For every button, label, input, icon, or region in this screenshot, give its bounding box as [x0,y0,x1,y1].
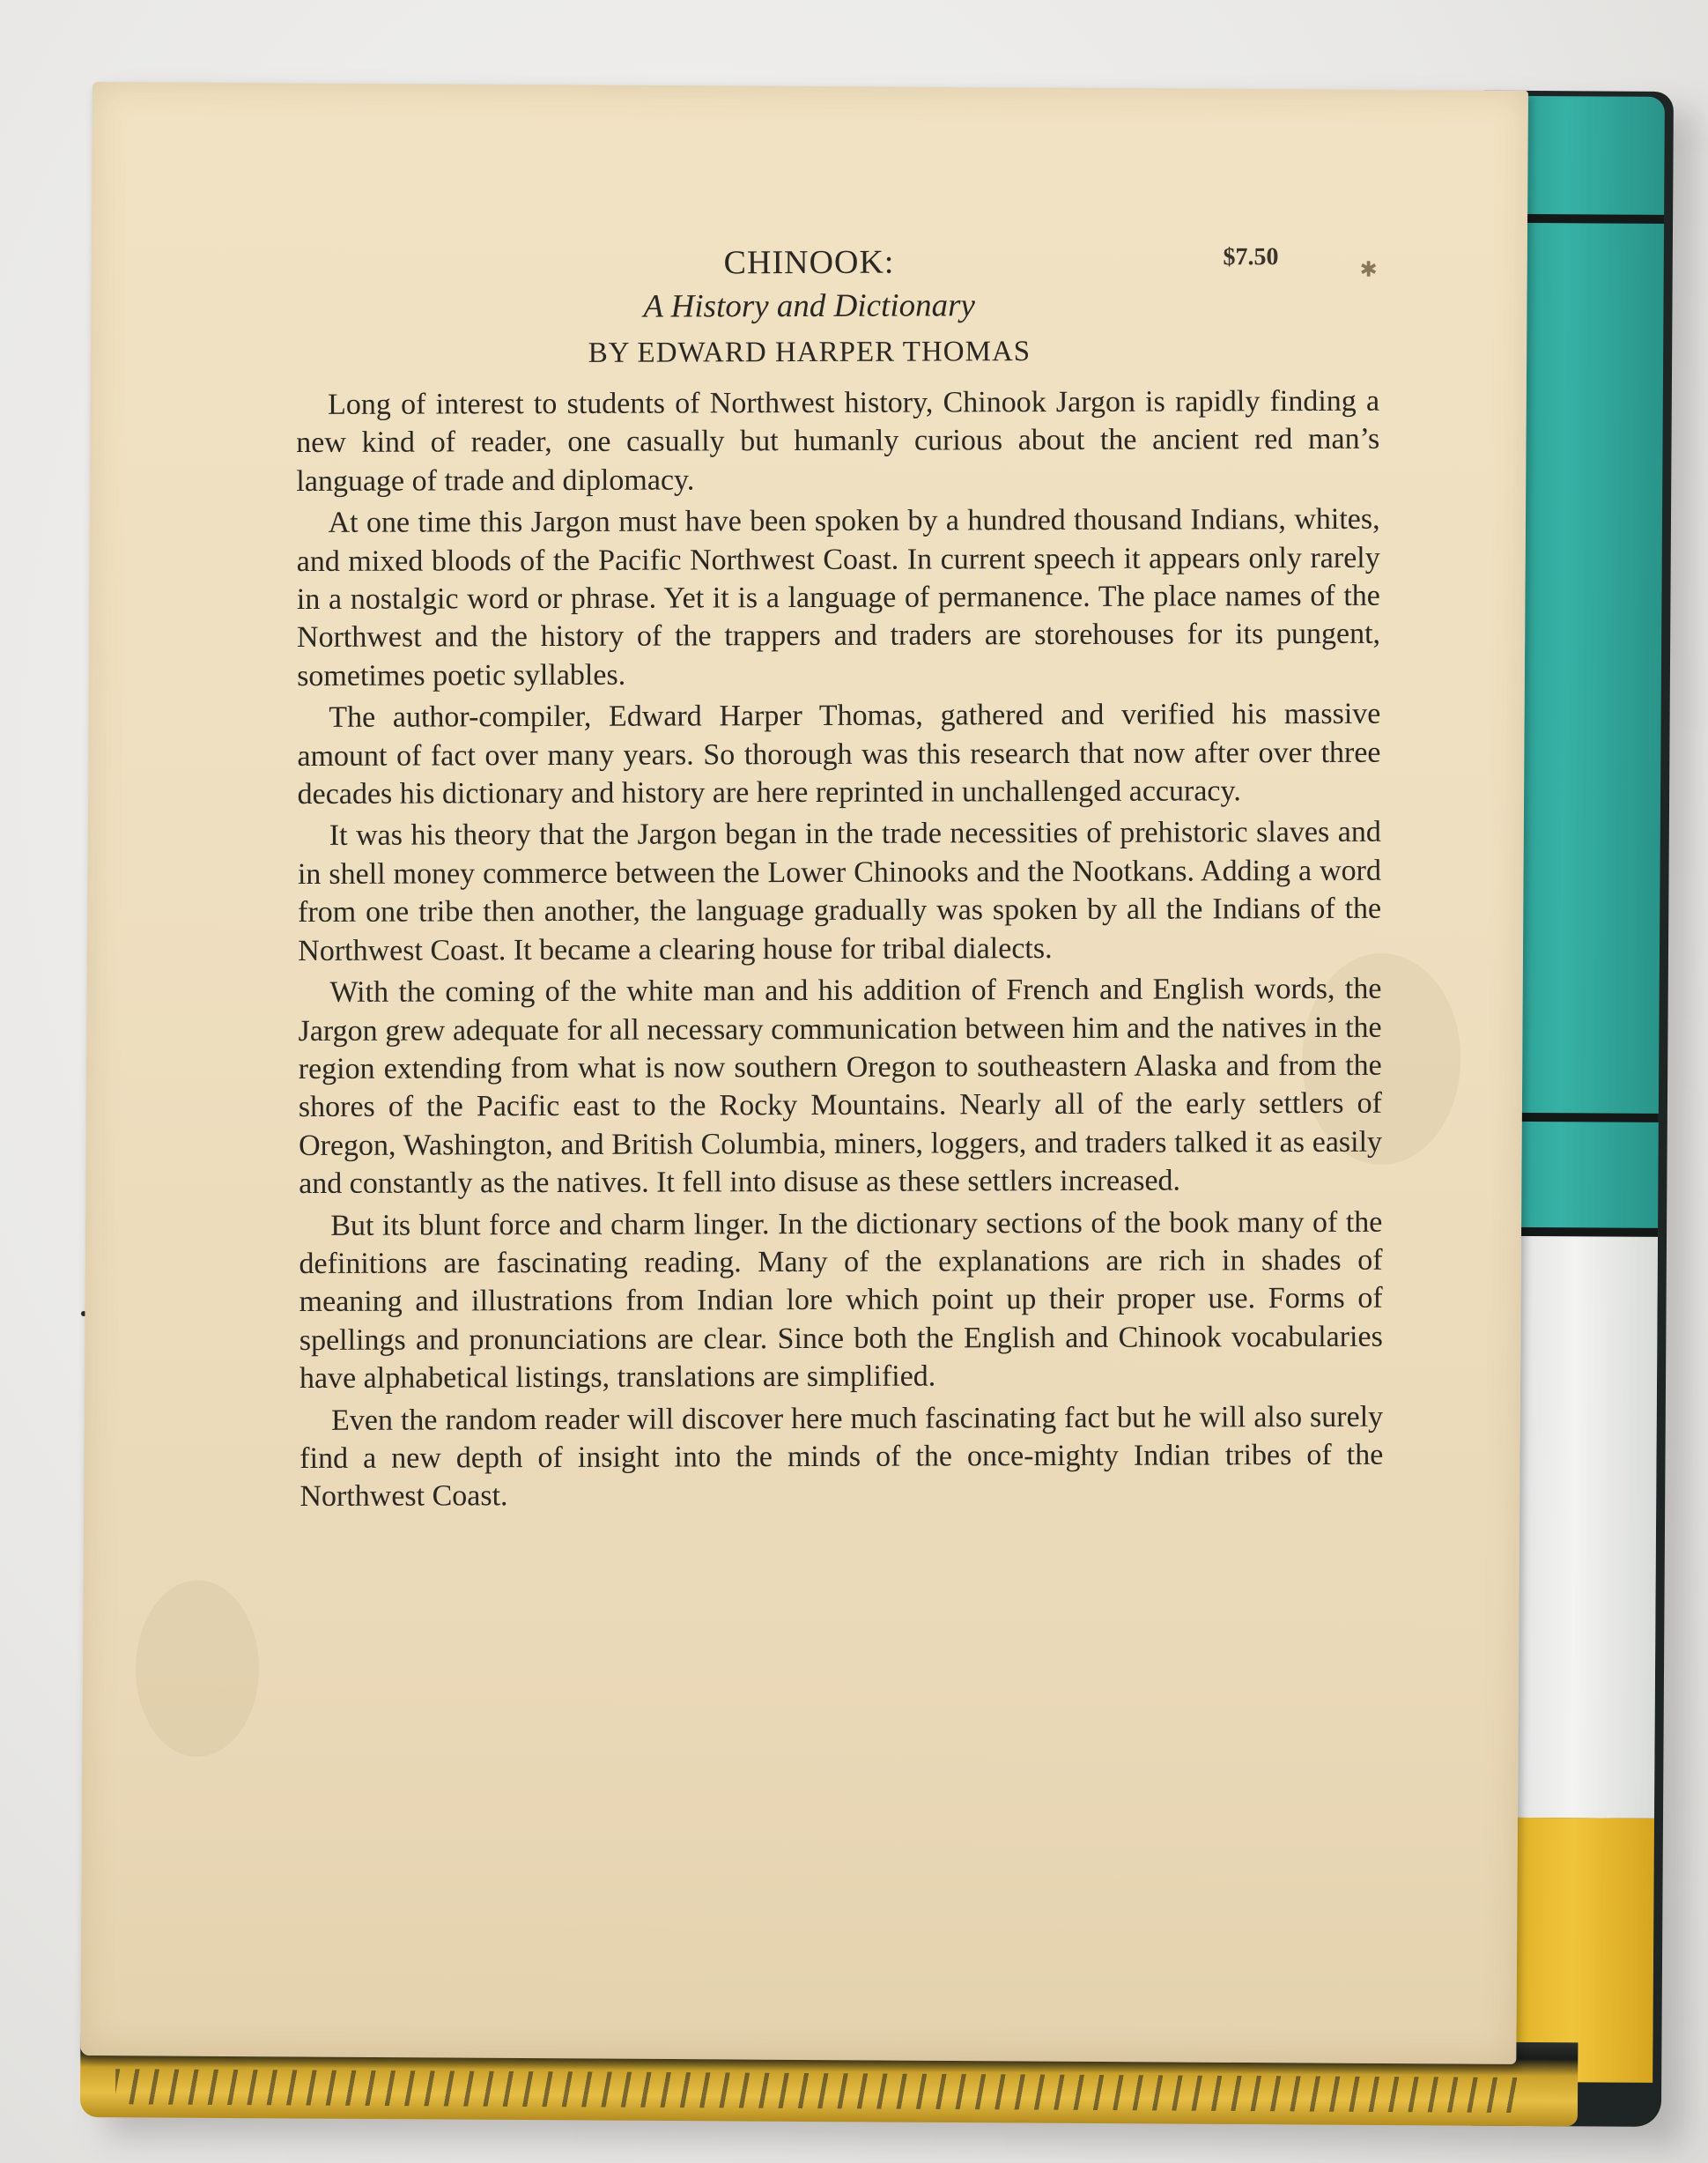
book-back-cover [80,82,1674,2127]
book-title: CHINOOK: [723,243,895,282]
book-byline: BY EDWARD HARPER THOMAS [588,336,1031,369]
blurb-paragraph: Even the random reader will discover here much fascinating fact but he will also surely find a new depth of insight into the minds of the once-mighty Indian tribes of the Northwest Coast. [299,1400,1384,1514]
blurb-paragraph: With the coming of the white man and his addition of French and English words, the Jargon grew adequate for all necessary communication between him and the natives in the region extending from what is now southern Oregon to southeastern Alaska and from the shores of the Pacific east to the Rocky Mountains. Nearly all of the early settlers of Oregon, Washington, and British Columbia, miners, loggers, and traders talked it as easily and constantly as the natives. It fell into disuse as these settlers increased. [298,972,1383,1201]
price-label: $7.50 [1223,243,1279,271]
cover-print [91,84,1534,2063]
blurb-paragraph: Long of interest to students of Northwest history, Chinook Jargon is rapidly finding a new kind of reader, one casually but humanly curious about the ancient red man’s language of trade and diplomacy. [296,384,1380,498]
blurb-paragraph: It was his theory that the Jargon began in the trade necessities of prehistoric slaves and in shell money commerce between the Lower Chinooks and the Nootkans. Adding a word from one tribe then another, the language gradually was spoken by all the Indians of the Northwest Coast. It became a clearing house for tribal dialects. [297,816,1382,967]
blurb-text [296,382,1383,1516]
blurb-paragraph: But its blunt force and charm linger. In the dictionary sections of the book many of the definitions are fascinating reading. Many of the explanations are rich in shades of meaning and illustrations from Indian lore which point up their proper use. Forms of spellings and pronunciations are clear. Since both the English and Chinook vocabularies have alphabetical listings, translations are simplified. [299,1205,1383,1396]
blurb-paragraph: At one time this Jargon must have been spoken by a hundred thousand Indians, whites, and mixed bloods of the Pacific Northwest Coast. In current speech it appears only rarely in a nostalgic word or phrase. Yet it is a language of permanence. The place names of the Northwest and the history of the trappers and traders are storehouses for its pungent, sometimes poetic syllables. [296,502,1381,693]
price-pencil-mark: ✱ [1359,258,1378,282]
blurb-paragraph: The author-compiler, Edward Harper Thomas, gathered and verified his massive amount of fact over many years. So thorough was this research that now after over three decades his dictionary and history are here reprinted in unchallenged accuracy. [297,697,1381,811]
book-subtitle: A History and Dictionary [643,287,976,325]
